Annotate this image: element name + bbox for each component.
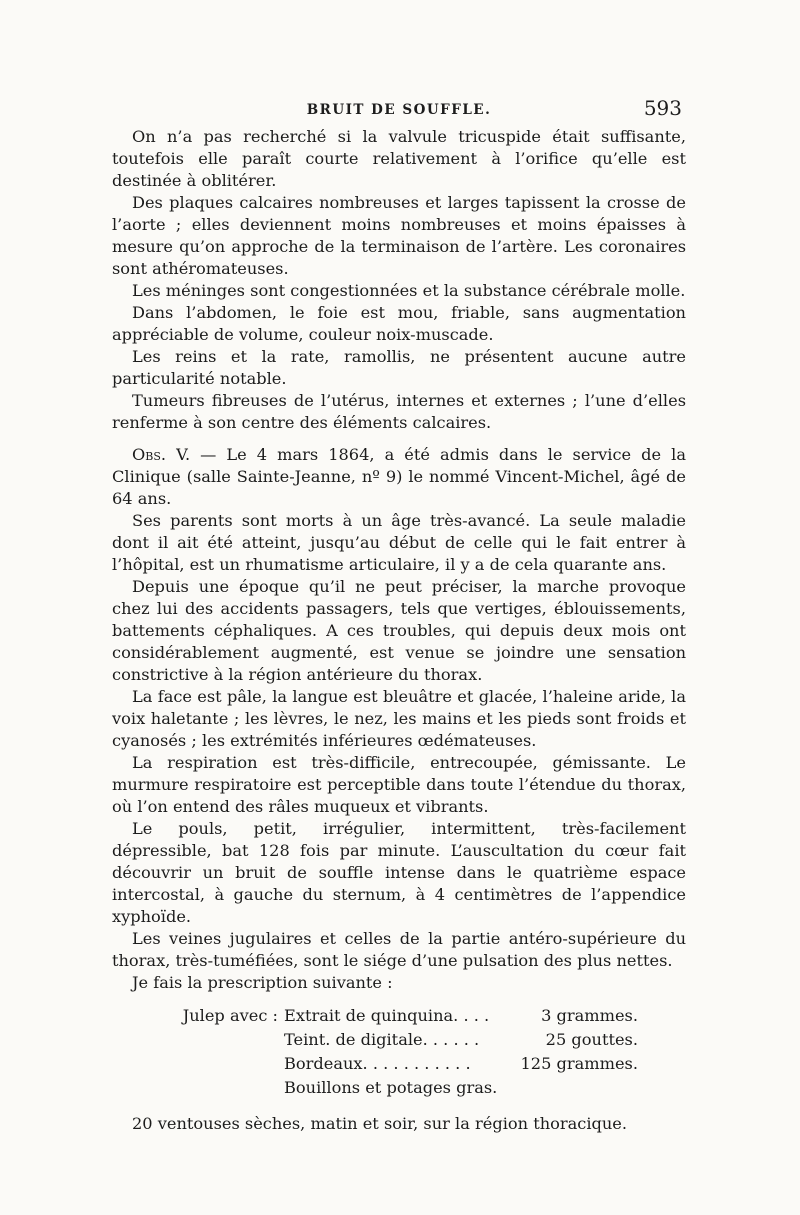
prescription-item: Bordeaux. . . . . . . . . . . xyxy=(284,1054,471,1073)
running-title: BRUIT DE SOUFFLE. xyxy=(306,102,492,118)
paragraph: Depuis une époque qu’il ne peut préciser, la marche provoque chez lui des accidents passagers, tels que vertiges, éblouissements, battements céphaliques. A ces troubles, qui depuis deux mois ont considérablement augmenté, est venue se joindre une sensation constrictive à la région antérieure du thorax. xyxy=(112,577,686,684)
prescription-row xyxy=(112,1052,686,1076)
paragraph: Tumeurs fibreuses de l’utérus, internes et externes ; l’une d’elles renferme à son centre des éléments calcaires. xyxy=(112,391,686,432)
paragraph: Les reins et la rate, ramollis, ne présentent aucune autre particularité notable. xyxy=(112,347,686,388)
prescription-extra: Bouillons et potages gras. xyxy=(284,1078,498,1097)
prescription-item: Extrait de quinquina. . . . xyxy=(284,1006,490,1025)
paragraph: Les méninges sont congestionnées et la substance cérébrale molle. xyxy=(132,281,686,300)
prescription-lead: Julep avec : xyxy=(182,1006,278,1025)
prescription-dose: 125 grammes. xyxy=(520,1054,638,1073)
prescription-row xyxy=(112,1076,686,1100)
prescription-row xyxy=(112,1028,686,1052)
observation-label: Obs. V. xyxy=(132,445,191,464)
paragraph: Les veines jugulaires et celles de la partie antéro-supérieure du thorax, très-tuméfiées, sont le siége d’une pulsation des plus nettes. xyxy=(112,929,686,970)
final-line: 20 ventouses sèches, matin et soir, sur la région thoracique. xyxy=(132,1114,628,1133)
paragraph: La face est pâle, la langue est bleuâtre et glacée, l’haleine aride, la voix haletante ; les lèvres, le nez, les mains et les pieds sont froids et cyanosés ; les extrémités inférieures œdémateuses. xyxy=(112,687,686,750)
prescription-dose: 25 gouttes. xyxy=(545,1030,638,1049)
body-text xyxy=(112,126,686,994)
book-page xyxy=(112,96,686,1149)
observation-intro: — Le 4 mars 1864, a été admis dans le service de la Clinique (salle Sainte-Jeanne, nº 9) le nommé Vincent-Michel, âgé de 64 ans. xyxy=(112,445,686,508)
paragraph: On n’a pas recherché si la valvule tricuspide était suffisante, toutefois elle paraît courte relativement à l’orifice qu’elle est destinée à oblitérer. xyxy=(112,127,686,190)
paragraph: Je fais la prescription suivante : xyxy=(132,973,393,992)
paragraph: Le pouls, petit, irrégulier, intermittent, très-facilement dépressible, bat 128 fois par minute. L’auscultation du cœur fait découvrir un bruit de souffle intense dans le quatrième espace intercostal, à gauche du sternum, à 4 centimètres de l’appendice xyphoïde. xyxy=(112,819,686,926)
page-header xyxy=(112,96,686,124)
page-number: 593 xyxy=(643,96,682,120)
paragraph: Ses parents sont morts à un âge très-avancé. La seule maladie dont il ait été atteint, jusqu’au début de celle qui le fait entrer à l’hôpital, est un rhumatisme articulaire, il y a de cela quarante ans. xyxy=(112,511,686,574)
prescription-dose: 3 grammes. xyxy=(541,1006,638,1025)
paragraph: La respiration est très-difficile, entrecoupée, gémissante. Le murmure respiratoire est perceptible dans toute l’étendue du thorax, où l’on entend des râles muqueux et vibrants. xyxy=(112,753,686,816)
prescription-row xyxy=(112,1004,686,1028)
paragraph: Dans l’abdomen, le foie est mou, friable, sans augmentation appréciable de volume, couleur noix-muscade. xyxy=(112,303,686,344)
paragraph: Des plaques calcaires nombreuses et larges tapissent la crosse de l’aorte ; elles deviennent moins nombreuses et moins épaisses à mesure qu’on approche de la terminaison de l’artère. Les coronaires sont athéromateuses. xyxy=(112,193,686,278)
observation-paragraph xyxy=(112,444,686,510)
prescription-item: Teint. de digitale. . . . . . xyxy=(284,1030,480,1049)
prescription xyxy=(112,1004,686,1100)
